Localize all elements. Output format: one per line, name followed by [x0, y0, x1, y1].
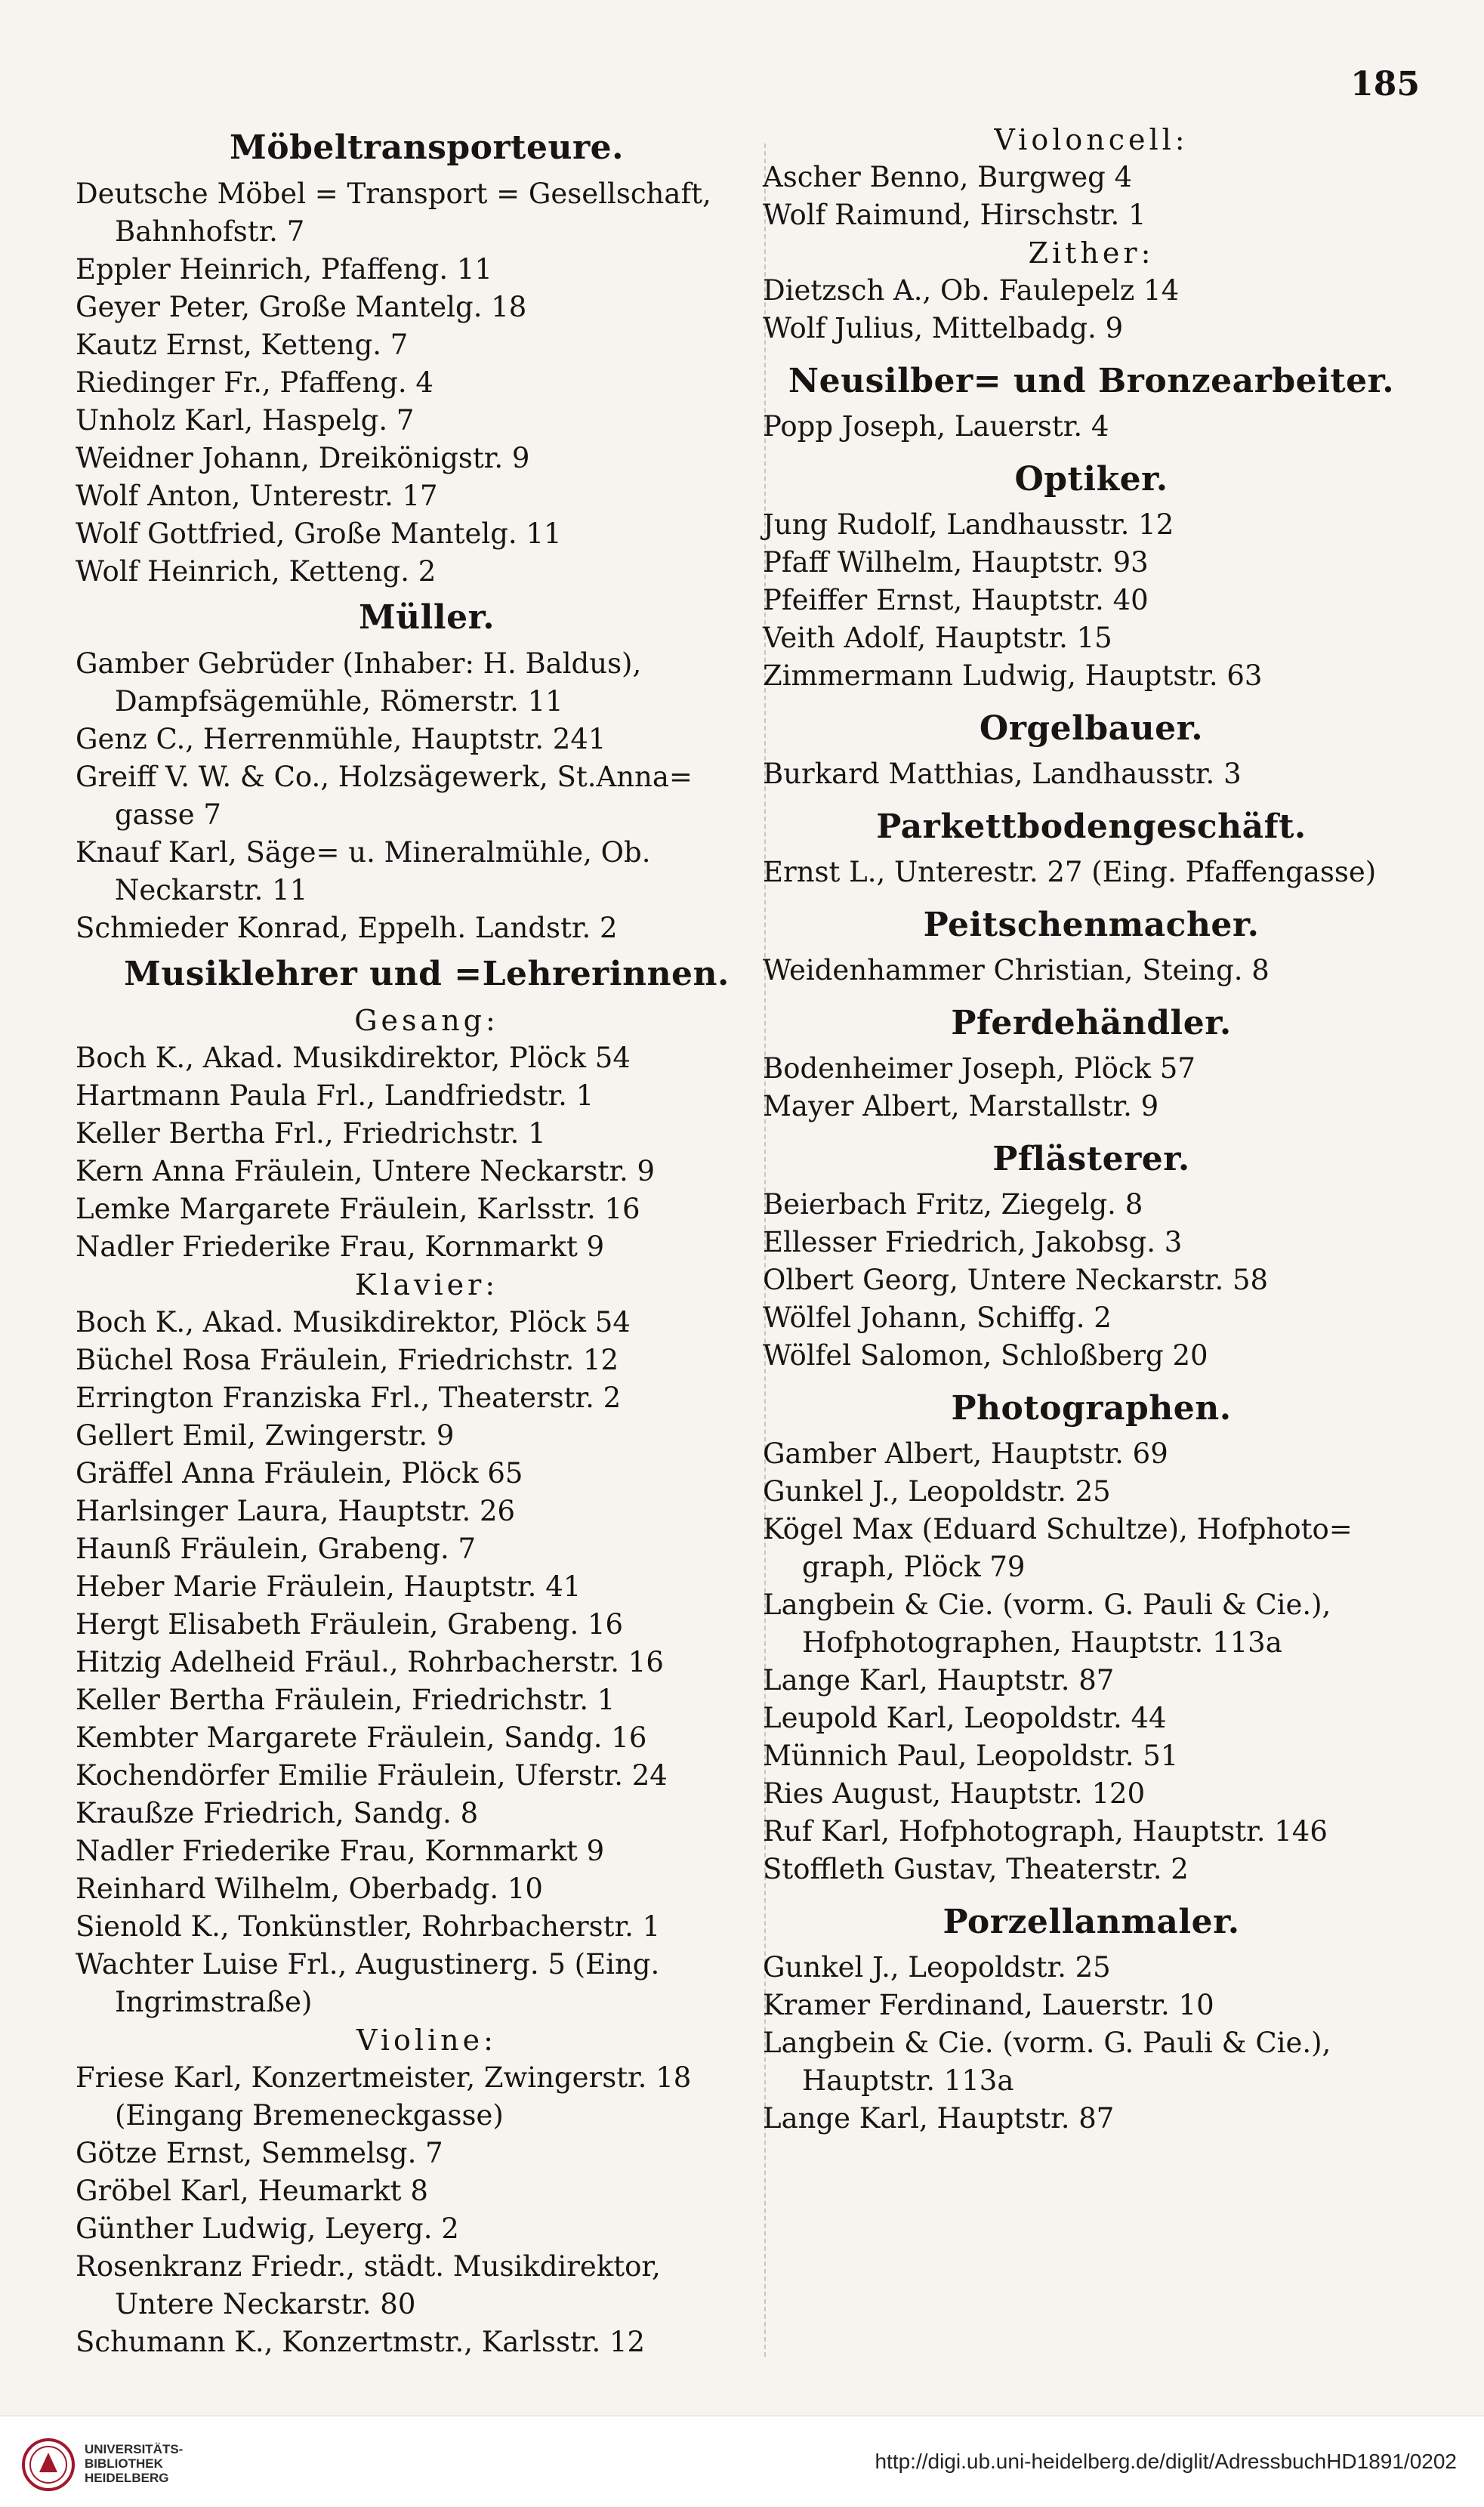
directory-entry: [763, 1813, 1420, 1851]
directory-entry: [763, 952, 1420, 990]
entry-line: Olbert Georg, Untere Neckarstr. 58: [763, 1264, 1269, 1296]
directory-entry: [763, 1435, 1420, 1473]
entry-line: Lange Karl, Hauptstr. 87: [763, 2102, 1115, 2135]
entry-line: Wölfel Salomon, Schloßberg 20: [763, 1339, 1208, 1372]
directory-entry: [763, 159, 1420, 196]
entry-line: Gamber Gebrüder (Inhaber: H. Baldus),: [76, 647, 642, 680]
section-heading: Neusilber= und Bronzearbeiter.: [788, 362, 1395, 400]
library-logo-text: [85, 2442, 183, 2485]
entry-list: [763, 755, 1420, 793]
directory-entry: [763, 1473, 1420, 1511]
directory-entry: [763, 582, 1420, 619]
entry-line: Langbein & Cie. (vorm. G. Pauli & Cie.),: [763, 2027, 1331, 2059]
directory-entry: [76, 1455, 778, 1493]
directory-entry: [76, 909, 778, 947]
entry-continuation: graph, Plöck 79: [802, 1551, 1026, 1583]
entry-line: Kochendörfer Emilie Fräulein, Uferstr. 24: [76, 1759, 668, 1792]
directory-entry: [763, 657, 1420, 695]
section-heading: Optiker.: [1014, 460, 1168, 499]
entry-line: Ruf Karl, Hofphotograph, Hauptstr. 146: [763, 1815, 1328, 1848]
entry-line: Dietzsch A., Ob. Faulepelz 14: [763, 274, 1180, 307]
logo-line: UNIVERSITÄTS-: [85, 2442, 184, 2456]
entry-line: Keller Bertha Fräulein, Friedrichstr. 1: [76, 1684, 616, 1716]
directory-entry: [763, 1700, 1420, 1737]
entry-line: Wölfel Johann, Schiffg. 2: [763, 1301, 1112, 1334]
subsection-heading: Violoncell:: [994, 123, 1189, 156]
directory-entry: [76, 251, 778, 289]
directory-entry: [76, 645, 778, 721]
directory-entry: [76, 1644, 778, 1681]
directory-entry: [763, 1088, 1420, 1125]
entry-line: Veith Adolf, Hauptstr. 15: [763, 622, 1112, 654]
directory-entry: [763, 1851, 1420, 1888]
section-heading: Pferdehändler.: [951, 1004, 1232, 1042]
entry-list: [763, 1186, 1420, 1375]
directory-entry: [763, 506, 1420, 544]
entry-list: [76, 1304, 778, 2021]
section-heading: Orgelbauer.: [979, 709, 1204, 748]
entry-line: Wolf Gottfried, Große Mantelg. 11: [76, 517, 562, 550]
entry-list: [76, 175, 778, 591]
entry-list: [763, 408, 1420, 446]
directory-entry: [763, 1662, 1420, 1700]
entry-line: Hergt Elisabeth Fräulein, Grabeng. 16: [76, 1608, 624, 1641]
directory-entry: [76, 1417, 778, 1455]
section-heading: Peitschenmacher.: [923, 906, 1260, 944]
directory-entry: [76, 477, 778, 515]
directory-entry: [76, 402, 778, 440]
entry-list: [763, 1435, 1420, 1888]
directory-entry: [763, 1050, 1420, 1088]
entry-line: Stoffleth Gustav, Theaterstr. 2: [763, 1853, 1189, 1885]
entry-line: Jung Rudolf, Landhausstr. 12: [763, 508, 1174, 541]
source-url-link[interactable]: http://digi.ub.uni-heidelberg.de/diglit/AdressbuchHD1891/0202: [875, 2450, 1457, 2473]
entry-line: Wolf Heinrich, Ketteng. 2: [76, 555, 437, 588]
directory-entry: [76, 2059, 778, 2135]
directory-entry: [76, 721, 778, 758]
entry-line: Beierbach Fritz, Ziegelg. 8: [763, 1188, 1143, 1221]
directory-entry: [763, 755, 1420, 793]
directory-entry: [76, 289, 778, 326]
subsection-heading: Gesang:: [354, 1004, 499, 1037]
directory-entry: [76, 1341, 778, 1379]
directory-entry: [763, 2024, 1420, 2100]
entry-line: Eppler Heinrich, Pfaffeng. 11: [76, 253, 492, 286]
entry-line: Ellesser Friedrich, Jakobsg. 3: [763, 1226, 1183, 1258]
entry-list: [763, 952, 1420, 990]
section-heading: Musiklehrer und =Lehrerinnen.: [124, 955, 730, 993]
directory-entry: [76, 758, 778, 834]
entry-line: Heber Marie Fräulein, Hauptstr. 41: [76, 1570, 582, 1603]
entry-line: Schmieder Konrad, Eppelh. Landstr. 2: [76, 912, 618, 944]
entry-line: Haunß Fräulein, Grabeng. 7: [76, 1533, 477, 1565]
entry-list: [763, 854, 1420, 891]
entry-line: Pfaff Wilhelm, Hauptstr. 93: [763, 546, 1149, 579]
page-number: 185: [1350, 65, 1420, 103]
entry-list: [76, 645, 778, 947]
entry-line: Knauf Karl, Säge= u. Mineralmühle, Ob.: [76, 836, 651, 869]
entry-continuation: (Eingang Bremeneckgasse): [115, 2099, 504, 2132]
directory-entry: [76, 1757, 778, 1795]
entry-line: Gellert Emil, Zwingerstr. 9: [76, 1419, 455, 1452]
entry-line: Nadler Friederike Frau, Kornmarkt 9: [76, 1230, 605, 1263]
directory-entry: [763, 854, 1420, 891]
directory-entry: [76, 2210, 778, 2248]
directory-entry: [76, 1190, 778, 1228]
directory-entry: [763, 1775, 1420, 1813]
entry-continuation: Untere Neckarstr. 80: [115, 2288, 416, 2320]
directory-entry: [76, 2135, 778, 2172]
entry-list: [763, 159, 1420, 234]
directory-entry: [763, 1299, 1420, 1337]
directory-entry: [76, 440, 778, 477]
directory-entry: [76, 326, 778, 364]
entry-line: Keller Bertha Frl., Friedrichstr. 1: [76, 1117, 546, 1150]
directory-entry: [763, 544, 1420, 582]
subsection-heading: Violine:: [356, 2024, 497, 2057]
entry-line: Hartmann Paula Frl., Landfriedstr. 1: [76, 1079, 594, 1112]
directory-entry: [763, 310, 1420, 347]
directory-entry: [763, 196, 1420, 234]
directory-entry: [76, 1153, 778, 1190]
entry-line: Günther Ludwig, Leyerg. 2: [76, 2212, 459, 2245]
entry-line: Gunkel J., Leopoldstr. 25: [763, 1951, 1111, 1984]
entry-list: [763, 272, 1420, 347]
entry-line: Reinhard Wilhelm, Oberbadg. 10: [76, 1873, 543, 1905]
logo-line: HEIDELBERG: [85, 2471, 169, 2485]
entry-line: Riedinger Fr., Pfaffeng. 4: [76, 366, 433, 399]
section-heading: Porzellanmaler.: [943, 1903, 1240, 1941]
directory-entry: [76, 1568, 778, 1606]
entry-line: Boch K., Akad. Musikdirektor, Plöck 54: [76, 1306, 631, 1338]
directory-entry: [76, 1530, 778, 1568]
right-column: [763, 121, 1420, 2138]
directory-entry: [763, 1337, 1420, 1375]
directory-entry: [76, 2323, 778, 2361]
entry-line: Wolf Anton, Unterestr. 17: [76, 480, 438, 512]
entry-line: Ascher Benno, Burgweg 4: [763, 161, 1133, 193]
entry-line: Unholz Karl, Haspelg. 7: [76, 404, 415, 437]
directory-entry: [763, 1586, 1420, 1662]
entry-line: Ries August, Hauptstr. 120: [763, 1777, 1146, 1810]
entry-line: Kramer Ferdinand, Lauerstr. 10: [763, 1989, 1214, 2021]
directory-entry: [76, 1039, 778, 1077]
directory-entry: [763, 2100, 1420, 2138]
directory-entry: [76, 1870, 778, 1908]
entry-line: Ernst L., Unterestr. 27 (Eing. Pfaffengasse): [763, 856, 1377, 888]
entry-line: Weidner Johann, Dreikönigstr. 9: [76, 442, 530, 474]
entry-line: Burkard Matthias, Landhausstr. 3: [763, 758, 1242, 790]
directory-entry: [76, 553, 778, 591]
subsection-heading: Zither:: [1028, 236, 1155, 270]
entry-line: Pfeiffer Ernst, Hauptstr. 40: [763, 584, 1149, 616]
directory-entry: [763, 1261, 1420, 1299]
entry-continuation: gasse 7: [115, 798, 221, 831]
subsection-heading: Klavier:: [354, 1268, 499, 1301]
entry-list: [76, 1039, 778, 1266]
entry-list: [763, 1050, 1420, 1125]
entry-line: Langbein & Cie. (vorm. G. Pauli & Cie.),: [763, 1588, 1331, 1621]
entry-line: Leupold Karl, Leopoldstr. 44: [763, 1702, 1167, 1734]
directory-entry: [76, 1719, 778, 1757]
directory-entry: [76, 1379, 778, 1417]
directory-entry: [763, 1949, 1420, 1987]
entry-line: Rosenkranz Friedr., städt. Musikdirektor,: [76, 2250, 661, 2283]
entry-line: Lemke Margarete Fräulein, Karlsstr. 16: [76, 1193, 640, 1225]
entry-line: Bodenheimer Joseph, Plöck 57: [763, 1052, 1196, 1085]
entry-line: Geyer Peter, Große Mantelg. 18: [76, 291, 527, 323]
entry-line: Sienold K., Tonkünstler, Rohrbacherstr. 1: [76, 1910, 661, 1943]
entry-line: Mayer Albert, Marstallstr. 9: [763, 1090, 1159, 1122]
left-column: [76, 121, 778, 2361]
directory-entry: [76, 1832, 778, 1870]
entry-line: Götze Ernst, Semmelsg. 7: [76, 2137, 443, 2169]
directory-entry: [76, 1795, 778, 1832]
directory-entry: [76, 364, 778, 402]
entry-line: Greiff V. W. & Co., Holzsägewerk, St.Anna=: [76, 761, 693, 793]
directory-entry: [76, 175, 778, 251]
directory-entry: [76, 1115, 778, 1153]
entry-line: Nadler Friederike Frau, Kornmarkt 9: [76, 1835, 605, 1867]
directory-entry: [763, 1511, 1420, 1586]
directory-entry: [76, 1908, 778, 1946]
entry-line: Errington Franziska Frl., Theaterstr. 2: [76, 1382, 622, 1414]
entry-line: Kögel Max (Eduard Schultze), Hofphoto=: [763, 1513, 1353, 1545]
directory-entry: [76, 1304, 778, 1341]
entry-line: Gunkel J., Leopoldstr. 25: [763, 1475, 1111, 1508]
directory-entry: [76, 2172, 778, 2210]
section-heading: Parkettbodengeschäft.: [876, 807, 1307, 846]
entry-continuation: Ingrimstraße): [115, 1986, 313, 2018]
entry-list: [76, 2059, 778, 2361]
entry-line: Wolf Raimund, Hirschstr. 1: [763, 199, 1146, 231]
directory-entry: [76, 1946, 778, 2021]
entry-line: Hitzig Adelheid Fräul., Rohrbacherstr. 16: [76, 1646, 664, 1678]
entry-line: Kembter Margarete Fräulein, Sandg. 16: [76, 1721, 647, 1754]
entry-line: Kern Anna Fräulein, Untere Neckarstr. 9: [76, 1155, 656, 1187]
entry-line: Kraußze Friedrich, Sandg. 8: [76, 1797, 479, 1829]
entry-line: Deutsche Möbel = Transport = Gesellschaft,: [76, 178, 711, 210]
directory-entry: [76, 1606, 778, 1644]
entry-continuation: Bahnhofstr. 7: [115, 215, 305, 248]
directory-entry: [76, 1077, 778, 1115]
entry-line: Friese Karl, Konzertmeister, Zwingerstr. 18: [76, 2061, 692, 2094]
directory-entry: [763, 272, 1420, 310]
section-heading: Müller.: [358, 598, 495, 637]
entry-continuation: Hauptstr. 113a: [802, 2064, 1014, 2097]
entry-line: Schumann K., Konzertmstr., Karlsstr. 12: [76, 2326, 646, 2358]
directory-entry: [763, 408, 1420, 446]
entry-line: Weidenhammer Christian, Steing. 8: [763, 954, 1270, 986]
entry-line: Gräffel Anna Fräulein, Plöck 65: [76, 1457, 523, 1490]
entry-list: [763, 506, 1420, 695]
entry-line: Kautz Ernst, Ketteng. 7: [76, 329, 409, 361]
entry-continuation: Dampfsägemühle, Römerstr. 11: [115, 685, 563, 718]
section-heading: Möbeltransporteure.: [230, 128, 624, 167]
directory-entry: [76, 515, 778, 553]
directory-entry: [763, 1186, 1420, 1224]
entry-line: Boch K., Akad. Musikdirektor, Plöck 54: [76, 1042, 631, 1074]
directory-entry: [763, 1737, 1420, 1775]
entry-line: Harlsinger Laura, Hauptstr. 26: [76, 1495, 516, 1527]
entry-line: Wachter Luise Frl., Augustinerg. 5 (Eing.: [76, 1948, 660, 1981]
entry-line: Popp Joseph, Lauerstr. 4: [763, 410, 1109, 443]
directory-entry: [763, 1987, 1420, 2024]
entry-line: Genz C., Herrenmühle, Hauptstr. 241: [76, 723, 606, 755]
entry-line: Lange Karl, Hauptstr. 87: [763, 1664, 1115, 1697]
university-seal-icon: [21, 2438, 76, 2492]
directory-entry: [763, 619, 1420, 657]
entry-continuation: Hofphotographen, Hauptstr. 113a: [802, 1626, 1282, 1659]
directory-entry: [76, 1493, 778, 1530]
directory-entry: [76, 834, 778, 909]
entry-line: Gamber Albert, Hauptstr. 69: [763, 1437, 1168, 1470]
logo-line: BIBLIOTHEK: [85, 2456, 163, 2471]
entry-continuation: Neckarstr. 11: [115, 874, 308, 906]
entry-line: Zimmermann Ludwig, Hauptstr. 63: [763, 659, 1263, 692]
directory-entry: [76, 1681, 778, 1719]
footer-bar: [0, 2416, 1484, 2507]
section-heading: Pflästerer.: [992, 1140, 1190, 1178]
entry-list: [763, 1949, 1420, 2138]
section-heading: Photographen.: [951, 1389, 1232, 1428]
entry-line: Münnich Paul, Leopoldstr. 51: [763, 1740, 1179, 1772]
directory-entry: [76, 2248, 778, 2323]
directory-entry: [763, 1224, 1420, 1261]
directory-entry: [76, 1228, 778, 1266]
entry-line: Gröbel Karl, Heumarkt 8: [76, 2175, 428, 2207]
entry-line: Büchel Rosa Fräulein, Friedrichstr. 12: [76, 1344, 619, 1376]
entry-line: Wolf Julius, Mittelbadg. 9: [763, 312, 1124, 344]
